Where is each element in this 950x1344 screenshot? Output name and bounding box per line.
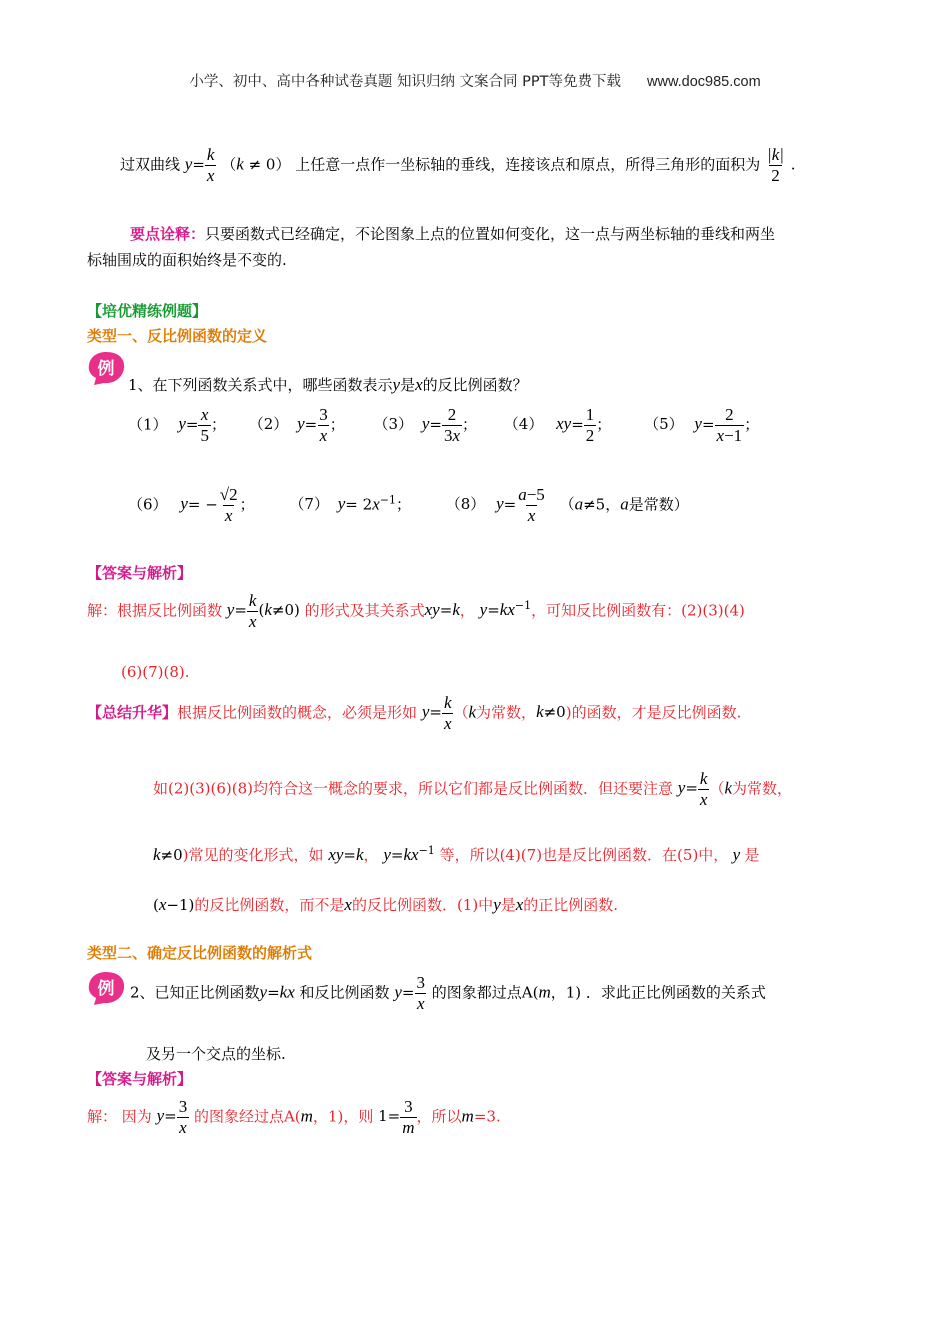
type1-title: 类型一、反比例函数的定义 [87,327,268,345]
q1-cond-tail: 是常数） [628,495,689,514]
question-1: 1、在下列函数关系式中，哪些函数表示y是x的反比例函数？ [128,375,528,394]
answer-1-line-2: (6)(7)(8). [121,663,190,681]
intro-end: . [790,155,796,174]
section-title: 【培优精练例题】 [87,302,208,320]
summary-line-4: (x−1)的反比例函数，而不是x的反比例函数．(1)中y是x的正比例函数. [153,895,619,914]
option-label-1: （1） [128,415,168,434]
question-2-line-2: 及另一个交点的坐标. [146,1045,286,1063]
note-text-1: 只要函数式已经确定，不论图象上点的位置如何变化，这一点与两坐标轴的垂线和两坐 [205,225,776,243]
intro-line: 过双曲线 y= $\frac{k}{x}$ （k ≠ 0） 上任意一点作一坐标轴的垂线，连接该点和原点，所得三角形的面积为 $\frac{|k|}{2}$ . [120,145,796,185]
q1-text-a: 1、在下列函数关系式中，哪些函数表示 [128,376,393,394]
answer-label-2: 【答案与解析】 [87,1070,193,1088]
example-badge-icon [86,350,126,386]
answer-label-1: 【答案与解析】 [87,564,193,582]
option-label-7: （7） [289,495,329,514]
answer-2-line-1: 解： 因为 y= $\frac{3}{x}$ 的图象经过点A(m，1)，则 1= $\frac{3}{m}$ ，所以m=3. [87,1097,501,1137]
note-label: 要点诠释： [130,225,206,243]
note-line-2: 标轴围成的面积始终是不变的. [87,251,287,269]
page-header [0,70,950,91]
option-label-6: （6） [128,495,168,514]
header-url[interactable]: www.doc985.com [647,74,761,90]
option-label-5: （5） [644,415,684,434]
summary-line-2: 如(2)(3)(6)(8)均符合这一概念的要求，所以它们都是反比例函数．但还要注意 y= $\frac{k}{x}$ （k为常数， [153,769,793,809]
option-label-3: （3） [373,415,414,434]
svg-text:例: 例 [97,359,115,379]
q1-text-c: 的反比例函数？ [422,376,528,394]
note-line-1 [130,223,775,244]
type2-title: 类型二、确定反比例函数的解析式 [87,944,313,962]
summary-line-1: 【总结升华】根据反比例函数的概念，必须是形如 y= $\frac{k}{x}$ （k为常数，k≠0)的函数，才是反比例函数. [87,693,742,733]
example-badge-icon [86,970,126,1006]
q1-text-b: 是 [400,376,416,394]
q1-options-row-1: （1） y= $\frac{x}{5}$ ； （2） y= $\frac{3}{x}$ ； （3） y= $\frac{2}{3x}$ ； （4） xy= $\frac{1}{2}$ ； （5） y= $\frac{2}{x-1}$ ； [128,405,760,445]
question-2: 2、已知正比例函数y=kx 和反比例函数 y= $\frac{3}{x}$ 的图象都过点A(m，1) ．求此正比例函数的关系式 [130,973,766,1013]
q1-options-row-2: （6） y= − $\frac{√2}{x}$ ； （7） $y= 2x^{-1}$； （8） y= $\frac{a-5}{x}$ （a≠5，a是常数） [128,485,689,525]
header-text: 小学、初中、高中各种试卷真题 知识归纳 文案合同 PPT等免费下载 [189,74,622,90]
intro-before: 过双曲线 [120,155,181,174]
svg-text:例: 例 [97,979,115,999]
intro-after: 上任意一点作一坐标轴的垂线，连接该点和原点，所得三角形的面积为 [295,155,761,174]
option-label-8: （8） [445,495,486,514]
summary-line-3: k≠0)常见的变化形式，如 xy=k， $y=kx^{-1}$ 等，所以(4)(7)也是反比例函数．在(5)中， y 是 [153,844,760,864]
option-label-2: （2） [248,415,289,434]
option-label-4: （4） [503,415,544,434]
answer-1-line-1: 解：根据反比例函数 y= $\frac{k}{x}$ (k≠0) 的形式及其关系式xy=k， $y=kx^{-1}$，可知反比例函数有：(2)(3)(4) [87,591,745,631]
